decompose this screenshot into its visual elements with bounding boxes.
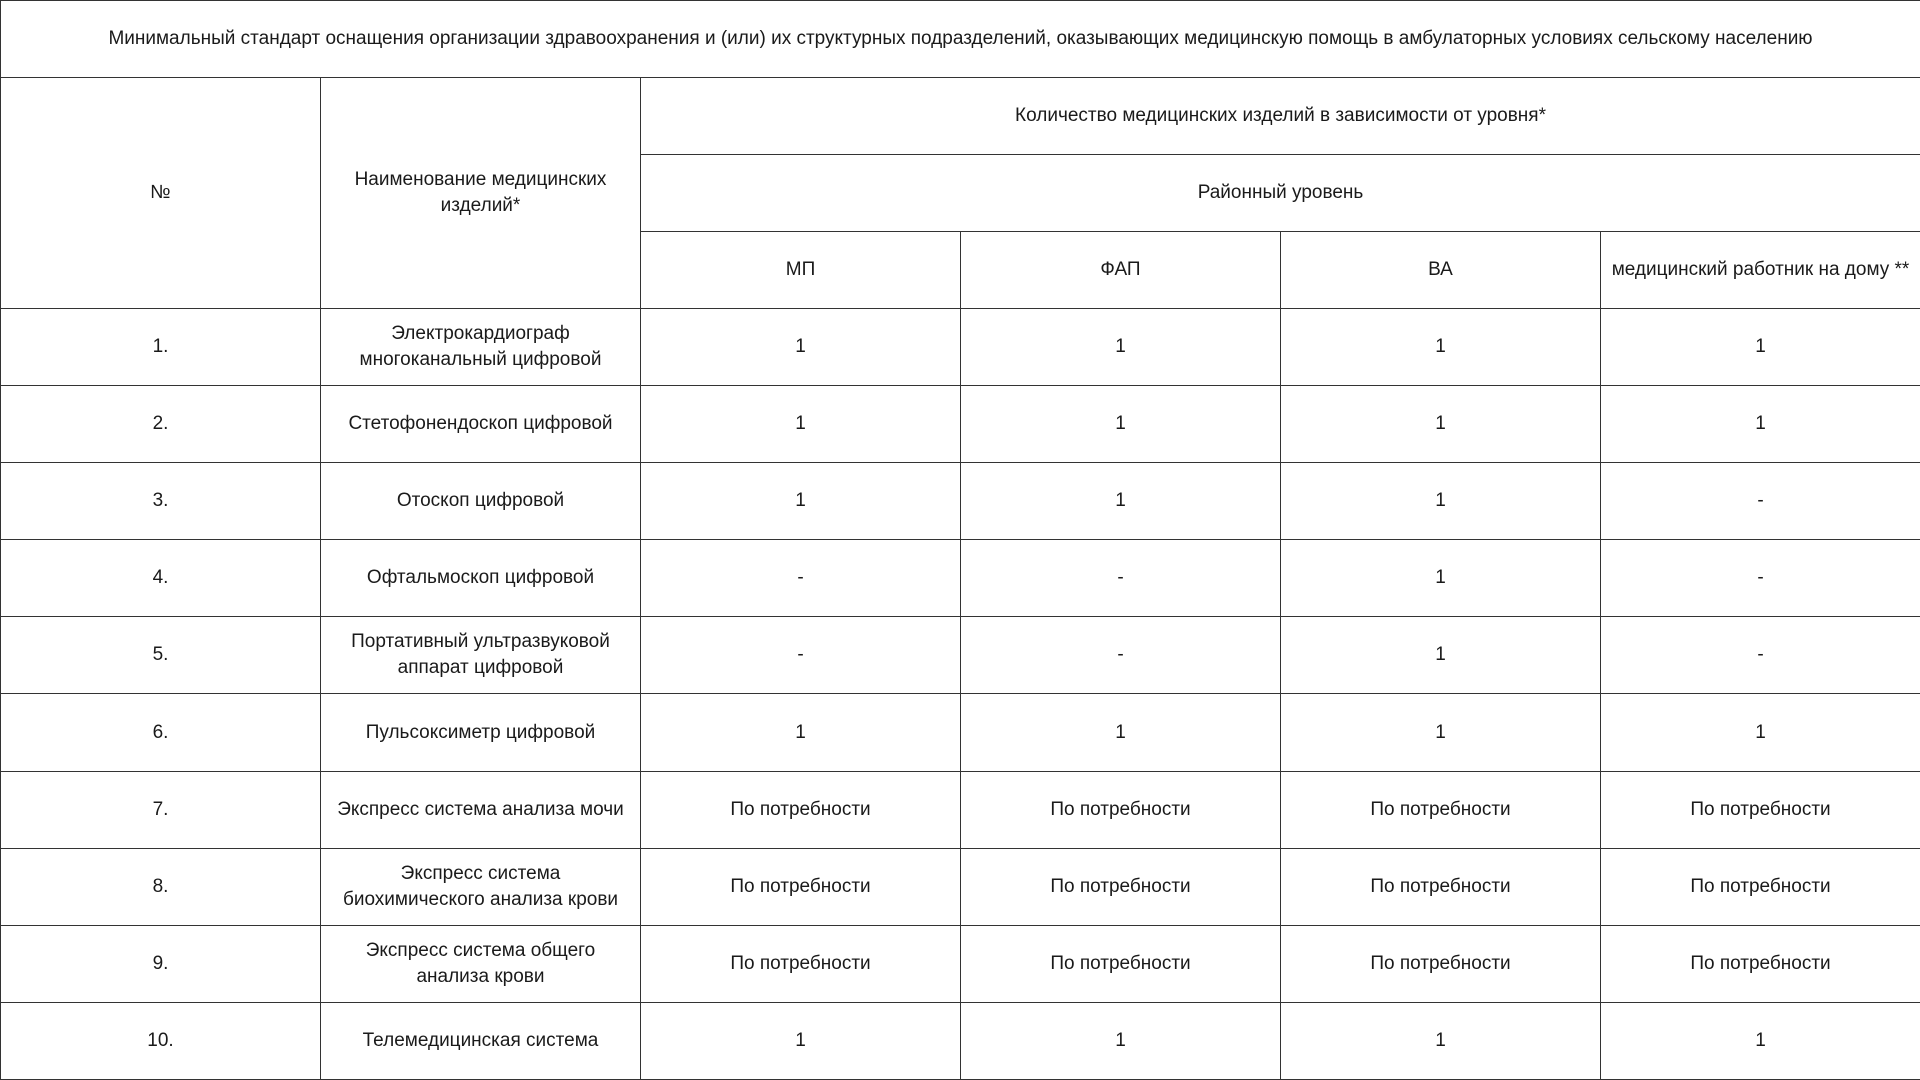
row-number: 7. [1,771,321,848]
table-row [1,771,1920,848]
value-mp: 1 [641,694,961,771]
value-va: 1 [1281,1002,1601,1079]
value-fap: - [961,540,1281,617]
table-row [1,386,1920,463]
table-title: Минимальный стандарт оснащения организации здравоохранения и (или) их структурных подразделений, оказывающих медицинскую помощь в амбулаторных условиях сельскому населению [1,1,1920,78]
table-row [1,694,1920,771]
value-home-worker: 1 [1601,309,1920,386]
value-va: 1 [1281,309,1601,386]
row-number: 10. [1,1002,321,1079]
header-quantity: Количество медицинских изделий в зависимости от уровня* [641,78,1920,155]
header-number: № [1,78,321,309]
row-number: 3. [1,463,321,540]
value-mp: - [641,617,961,694]
value-mp: По потребности [641,925,961,1002]
value-va: По потребности [1281,925,1601,1002]
value-fap: 1 [961,309,1281,386]
device-name: Электрокардиограф многоканальный цифровой [321,309,641,386]
table-row [1,309,1920,386]
value-va: По потребности [1281,848,1601,925]
device-name: Телемедицинская система [321,1002,641,1079]
value-mp: 1 [641,309,961,386]
header-col-fap: ФАП [961,232,1281,309]
header-device-name: Наименование медицинских изделий* [321,78,641,309]
device-name: Портативный ультразвуковой аппарат цифровой [321,617,641,694]
value-home-worker: - [1601,540,1920,617]
row-number: 6. [1,694,321,771]
value-mp: По потребности [641,771,961,848]
device-name: Экспресс система анализа мочи [321,771,641,848]
table-row [1,848,1920,925]
device-name: Экспресс система биохимического анализа крови [321,848,641,925]
value-fap: 1 [961,386,1281,463]
table-row [1,463,1920,540]
table-row [1,1002,1920,1079]
value-fap: 1 [961,694,1281,771]
value-va: 1 [1281,386,1601,463]
table-row [1,617,1920,694]
value-va: По потребности [1281,771,1601,848]
value-home-worker: 1 [1601,694,1920,771]
table-body [1,309,1920,1080]
value-mp: - [641,540,961,617]
device-name: Отоскоп цифровой [321,463,641,540]
value-va: 1 [1281,540,1601,617]
value-mp: По потребности [641,848,961,925]
header-col-home-worker: медицинский работник на дому ** [1601,232,1920,309]
row-number: 1. [1,309,321,386]
table-row [1,540,1920,617]
value-mp: 1 [641,1002,961,1079]
device-name: Стетофонендоскоп цифровой [321,386,641,463]
device-name: Офтальмоскоп цифровой [321,540,641,617]
value-fap: По потребности [961,925,1281,1002]
value-home-worker: По потребности [1601,848,1920,925]
value-va: 1 [1281,694,1601,771]
header-district-level: Районный уровень [641,155,1920,232]
title-row [1,1,1920,78]
table-row [1,925,1920,1002]
value-fap: 1 [961,463,1281,540]
header-col-va: ВА [1281,232,1601,309]
row-number: 4. [1,540,321,617]
value-mp: 1 [641,386,961,463]
device-name: Экспресс система общего анализа крови [321,925,641,1002]
value-home-worker: 1 [1601,386,1920,463]
value-home-worker: 1 [1601,1002,1920,1079]
header-col-mp: МП [641,232,961,309]
value-home-worker: - [1601,463,1920,540]
value-mp: 1 [641,463,961,540]
value-fap: 1 [961,1002,1281,1079]
value-va: 1 [1281,463,1601,540]
row-number: 8. [1,848,321,925]
value-home-worker: По потребности [1601,771,1920,848]
value-fap: По потребности [961,848,1281,925]
row-number: 2. [1,386,321,463]
row-number: 5. [1,617,321,694]
value-va: 1 [1281,617,1601,694]
value-home-worker: По потребности [1601,925,1920,1002]
value-fap: - [961,617,1281,694]
value-fap: По потребности [961,771,1281,848]
value-home-worker: - [1601,617,1920,694]
header-row-1 [1,78,1920,155]
row-number: 9. [1,925,321,1002]
device-name: Пульсоксиметр цифровой [321,694,641,771]
